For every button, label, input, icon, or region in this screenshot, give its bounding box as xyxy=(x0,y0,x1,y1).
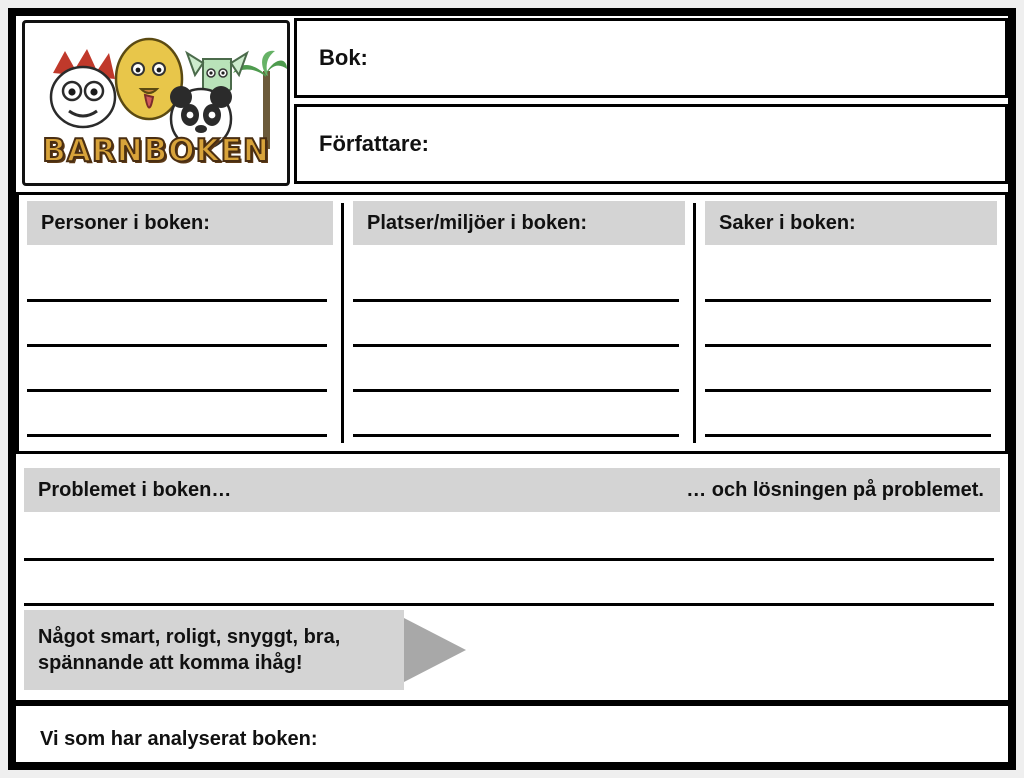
footer-bar[interactable] xyxy=(24,716,1000,762)
problem-band xyxy=(24,468,1000,512)
column-places-label: Platser/miljöer i boken: xyxy=(367,211,588,234)
column-places xyxy=(345,195,693,451)
columns-inner xyxy=(19,195,1005,451)
write-line[interactable] xyxy=(353,257,679,302)
author-label: Författare: xyxy=(319,131,430,156)
footer-separator xyxy=(16,700,1008,706)
worksheet-frame xyxy=(8,8,1016,770)
duck-icon xyxy=(116,39,182,119)
column-divider xyxy=(693,203,696,443)
columns-section xyxy=(16,192,1008,454)
write-line[interactable] xyxy=(705,257,991,302)
column-things-lines[interactable] xyxy=(705,257,991,437)
highlight-text-line1: Något smart, roligt, snyggt, bra, xyxy=(38,626,341,648)
column-things xyxy=(697,195,1005,451)
book-title-field[interactable] xyxy=(294,18,1008,98)
highlight-box xyxy=(24,610,404,690)
column-characters xyxy=(19,195,341,451)
write-line[interactable] xyxy=(353,302,679,347)
write-line[interactable] xyxy=(705,392,991,437)
column-characters-label: Personer i boken: xyxy=(41,211,210,234)
monster-icon xyxy=(51,49,115,127)
header-row xyxy=(16,16,1008,184)
column-things-header xyxy=(705,201,997,245)
author-field[interactable] xyxy=(294,104,1008,184)
highlight-row xyxy=(24,610,1000,690)
problem-label: Problemet i boken… xyxy=(38,478,232,501)
write-line[interactable] xyxy=(353,392,679,437)
write-line[interactable] xyxy=(353,347,679,392)
book-title-label: Bok: xyxy=(319,45,368,70)
logo-box xyxy=(22,20,290,186)
highlight-text-line2: spännande att komma ihåg! xyxy=(38,652,303,674)
write-line[interactable] xyxy=(27,392,327,437)
write-line[interactable] xyxy=(24,516,994,561)
column-places-lines[interactable] xyxy=(353,257,679,437)
analysts-label: Vi som har analyserat boken: xyxy=(40,727,318,750)
write-line[interactable] xyxy=(705,302,991,347)
write-line[interactable] xyxy=(27,347,327,392)
logo-title: BARNBOKEN xyxy=(42,133,270,169)
write-line[interactable] xyxy=(27,302,327,347)
solution-label: … och lösningen på problemet. xyxy=(686,478,984,501)
write-line[interactable] xyxy=(24,561,994,606)
arrow-right-icon xyxy=(404,618,466,682)
column-things-label: Saker i boken: xyxy=(719,211,856,234)
column-places-header xyxy=(353,201,685,245)
column-characters-lines[interactable] xyxy=(27,257,327,437)
worksheet-sheet xyxy=(16,16,1008,762)
highlight-text xyxy=(24,624,340,676)
column-characters-header xyxy=(27,201,333,245)
write-line[interactable] xyxy=(27,257,327,302)
problem-lines[interactable] xyxy=(24,516,994,606)
write-line[interactable] xyxy=(705,347,991,392)
column-divider xyxy=(341,203,344,443)
